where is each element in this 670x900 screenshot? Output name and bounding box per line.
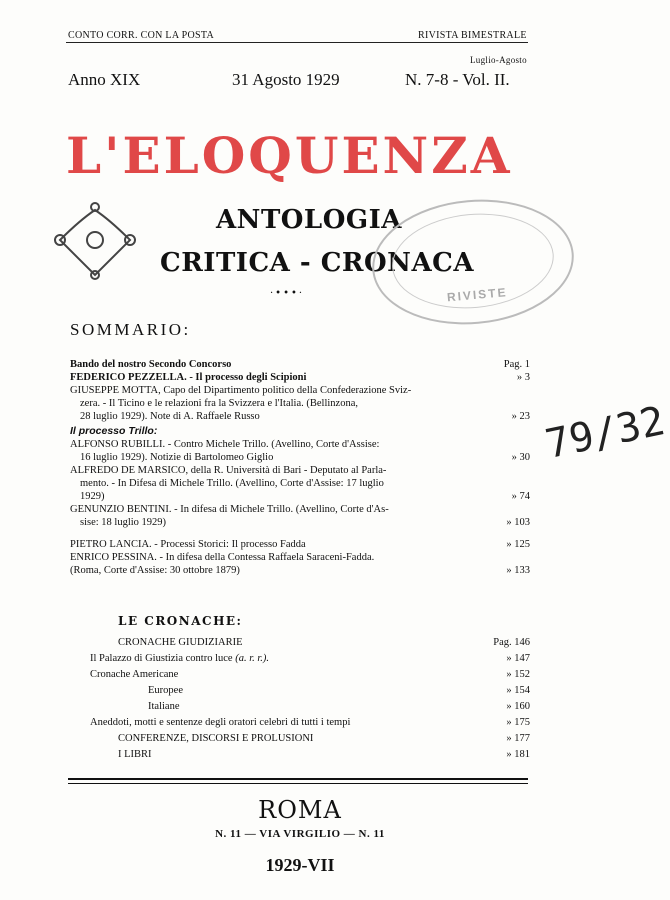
postal-note: CONTO CORR. CON LA POSTA (68, 30, 214, 41)
list-item: FEDERICO PEZZELLA. - Il processo degli Scipioni » 3 (70, 372, 530, 383)
header-rule (66, 42, 528, 43)
list-item: I LIBRI » 181 (118, 749, 530, 760)
journal-title: L'ELOQUENZA (66, 126, 513, 185)
periodicity-note: RIVISTA BIMESTRALE (418, 30, 527, 41)
list-item: CONFERENZE, DISCORSI E PROLUSIONI » 177 (118, 733, 530, 744)
sommario-heading: SOMMARIO: (70, 320, 191, 339)
list-item: CRONACHE GIUDIZIARIE Pag. 146 (118, 637, 530, 648)
list-item: Il Palazzo di Giustizia contro luce (a. r. r.). » 147 (90, 653, 530, 664)
list-item: sise: 18 luglio 1929) » 103 (80, 517, 530, 528)
list-item: mento. - In Difesa di Michele Trillo. (Avellino, Corte d'Assise: 17 luglio (80, 478, 384, 489)
months-note: Luglio-Agosto (470, 55, 527, 65)
list-item: zera. - Il Ticino e le relazioni fra la Svizzera e l'Italia. (Bellinzona, (80, 398, 358, 409)
address-label: N. 11 — VIA VIRGILIO — N. 11 (215, 828, 385, 840)
list-item: Cronache Americane » 152 (90, 669, 530, 680)
year-label: Anno XIX (68, 70, 141, 89)
handwritten-shelfmark: 79/32 (541, 397, 669, 469)
cronache-list (70, 636, 530, 764)
list-item: ALFREDO DE MARSICO, della R. Università di Bari - Deputato al Parla- (70, 465, 387, 476)
list-item: (Roma, Corte d'Assise: 30 ottobre 1879) » 133 (70, 565, 530, 576)
list-item: 28 luglio 1929). Note di A. Raffaele Russo » 23 (80, 411, 530, 422)
toc-list (70, 358, 530, 577)
list-item: GIUSEPPE MOTTA, Capo del Dipartimento politico della Confederazione Sviz- (70, 385, 412, 396)
publication-year: 1929-VII (265, 855, 335, 875)
issue-label: N. 7-8 - Vol. II. (405, 70, 510, 89)
subtitle-antologia: ANTOLOGIA (216, 205, 402, 235)
list-item: Bando del nostro Secondo Concorso Pag. 1 (70, 359, 530, 370)
list-item: GENUNZIO BENTINI. - In difesa di Michele Trillo. (Avellino, Corte d'As- (70, 504, 389, 515)
stamp-text: RIVISTE (446, 285, 509, 305)
city-label: ROMA (258, 796, 342, 824)
subtitle-critica-cronaca: CRITICA - CRONACA (160, 248, 474, 278)
list-item: Il processo Trillo: (70, 425, 158, 437)
ornament-icon (40, 195, 150, 285)
list-item: 16 luglio 1929). Notizie di Bartolomeo Giglio » 30 (80, 452, 530, 463)
footer-rule-bottom (68, 783, 528, 784)
footer-rule-top (68, 778, 528, 780)
list-item: Aneddoti, motti e sentenze degli oratori celebri di tutti i tempi » 175 (90, 717, 530, 728)
divider-ornament: ·•••· (270, 288, 305, 299)
list-item: ENRICO PESSINA. - In difesa della Contessa Raffaela Saraceni-Fadda. (70, 552, 375, 563)
list-item: 1929) » 74 (80, 491, 530, 502)
list-item: Europee » 154 (148, 685, 530, 696)
cronache-heading: LE CRONACHE: (118, 614, 243, 628)
list-item: Italiane » 160 (148, 701, 530, 712)
list-item: PIETRO LANCIA. - Processi Storici: Il processo Fadda » 125 (70, 539, 530, 550)
list-item: ALFONSO RUBILLI. - Contro Michele Trillo. (Avellino, Corte d'Assise: (70, 439, 380, 450)
date-label: 31 Agosto 1929 (232, 70, 340, 89)
